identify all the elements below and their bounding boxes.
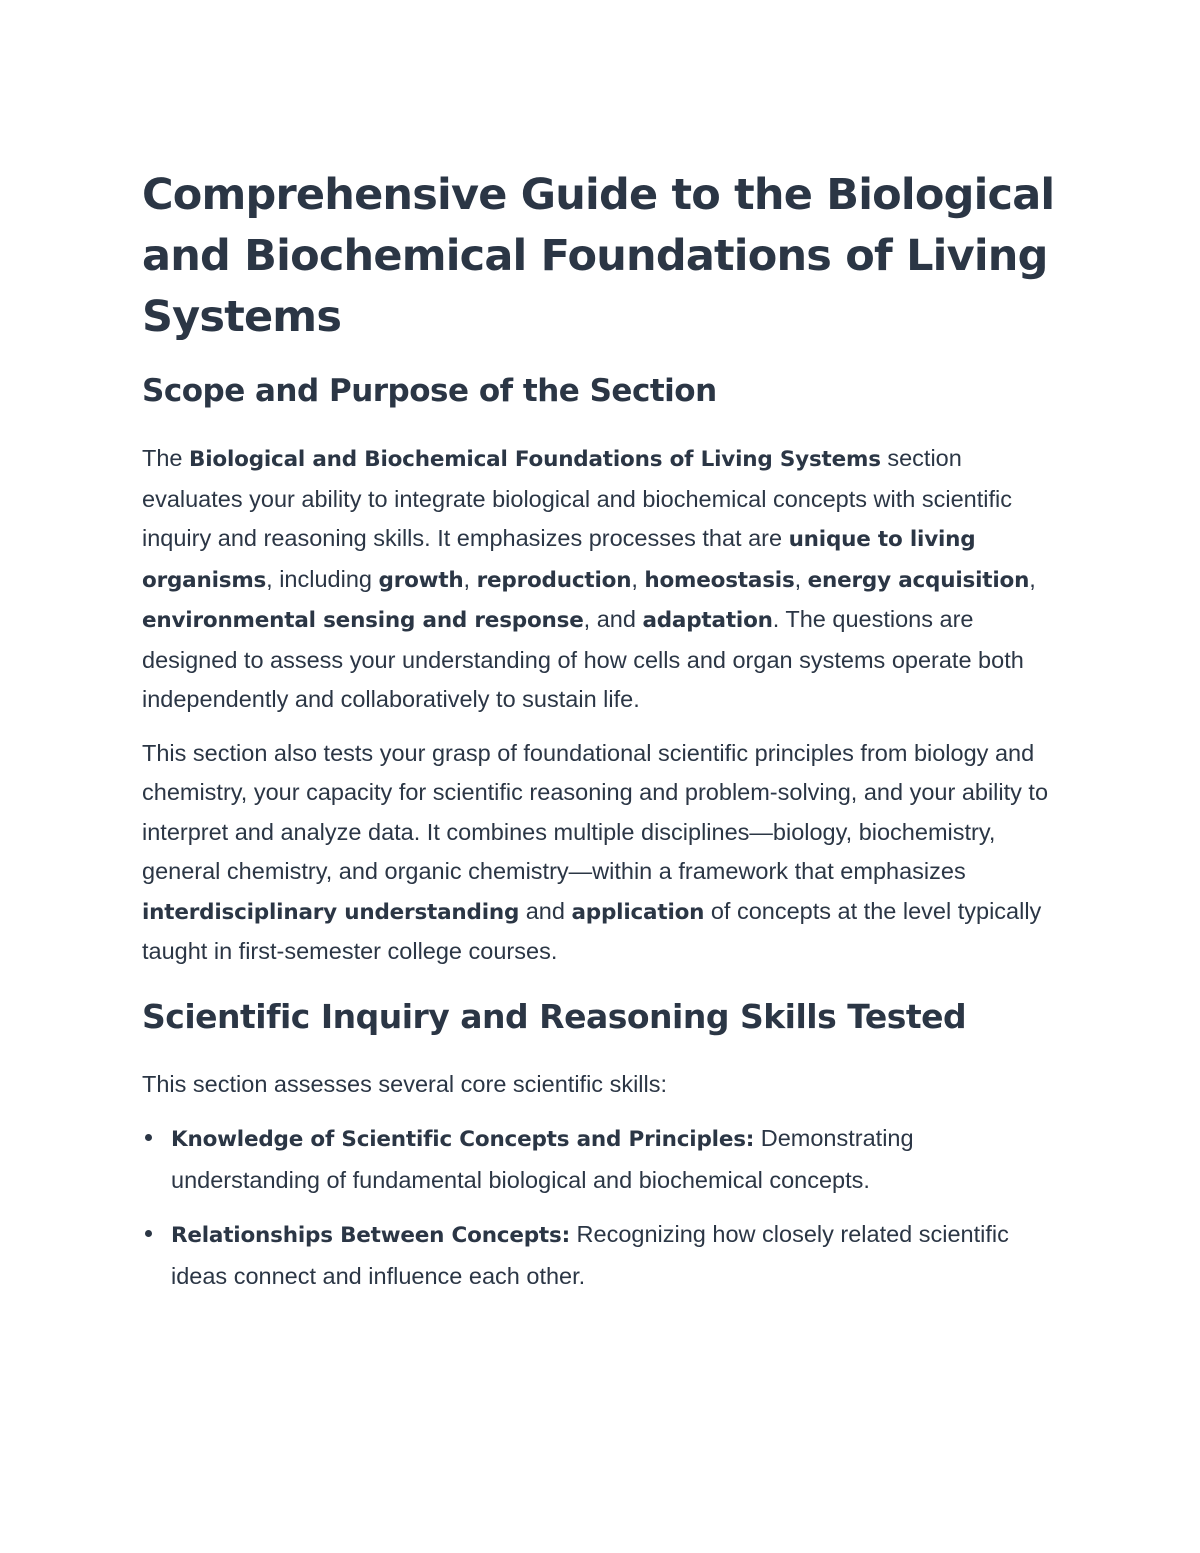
scope-paragraph-2: [142, 734, 1062, 972]
list-item: [142, 1214, 1062, 1296]
bullet-icon: [145, 1134, 152, 1141]
list-item-label: Relationships Between Concepts:: [171, 1223, 570, 1248]
list-item-text: Recognizing how closely related scientific ideas connect and influence each other.: [171, 1221, 1009, 1289]
bold-term: reproduction: [476, 567, 632, 593]
bold-term: growth: [378, 567, 464, 593]
list-item-label: Knowledge of Scientific Concepts and Principles:: [171, 1127, 755, 1152]
text-run: ,: [1029, 565, 1036, 592]
list-item-text: Demonstrating understanding of fundamental biological and biochemical concepts.: [171, 1125, 914, 1193]
text-run: ,: [794, 565, 808, 592]
text-run: and: [519, 897, 572, 924]
text-run: section evaluates your ability to integrate biological and biochemical concepts with scientific inquiry and reasoning skills. It emphasizes processes that are: [142, 445, 1012, 551]
skills-list: [142, 1118, 1062, 1296]
section-heading-scope: Scope and Purpose of the Section: [142, 373, 717, 409]
bullet-icon: [145, 1230, 152, 1237]
skills-intro: This section assesses several core scientific skills:: [142, 1070, 668, 1097]
list-item: [142, 1118, 1062, 1200]
bold-term: Biological and Biochemical Foundations of Living Systems: [189, 447, 881, 472]
scope-paragraph-1: [142, 439, 1062, 720]
text-run: The: [142, 445, 190, 471]
text-run: ,: [631, 565, 645, 592]
bold-term: environmental sensing and response: [142, 608, 584, 633]
bold-term: interdisciplinary understanding: [142, 899, 520, 925]
text-run: . The questions are designed to assess your understanding of how cells and organ systems operate both independently and collaboratively to sustain life.: [142, 606, 1024, 712]
text-run: This section also tests your grasp of foundational scientific principles from biology and chemistry, your capacity for scientific reasoning and problem-solving, and your ability to interpret and analyze data. It combines multiple disciplines—biology, biochemistry, general chemistry, and organic chemistry—within a framework that emphasizes: [142, 739, 1049, 884]
section-heading-skills: Scientific Inquiry and Reasoning Skills Tested: [142, 996, 967, 1036]
document-title: Comprehensive Guide to the Biological and Biochemical Foundations of Living Systems: [142, 170, 1055, 342]
text-run: of concepts at the level typically taught in first-semester college courses.: [142, 897, 1042, 964]
document-page: [142, 165, 1062, 1310]
bold-term: energy acquisition: [807, 567, 1030, 593]
bold-term: adaptation: [642, 608, 773, 633]
text-run: , including: [266, 565, 379, 592]
bold-term: homeostasis: [644, 567, 795, 593]
text-run: , and: [583, 606, 643, 632]
text-run: ,: [463, 565, 477, 592]
bold-term: unique to living organisms: [142, 527, 976, 593]
bold-term: application: [571, 899, 705, 925]
